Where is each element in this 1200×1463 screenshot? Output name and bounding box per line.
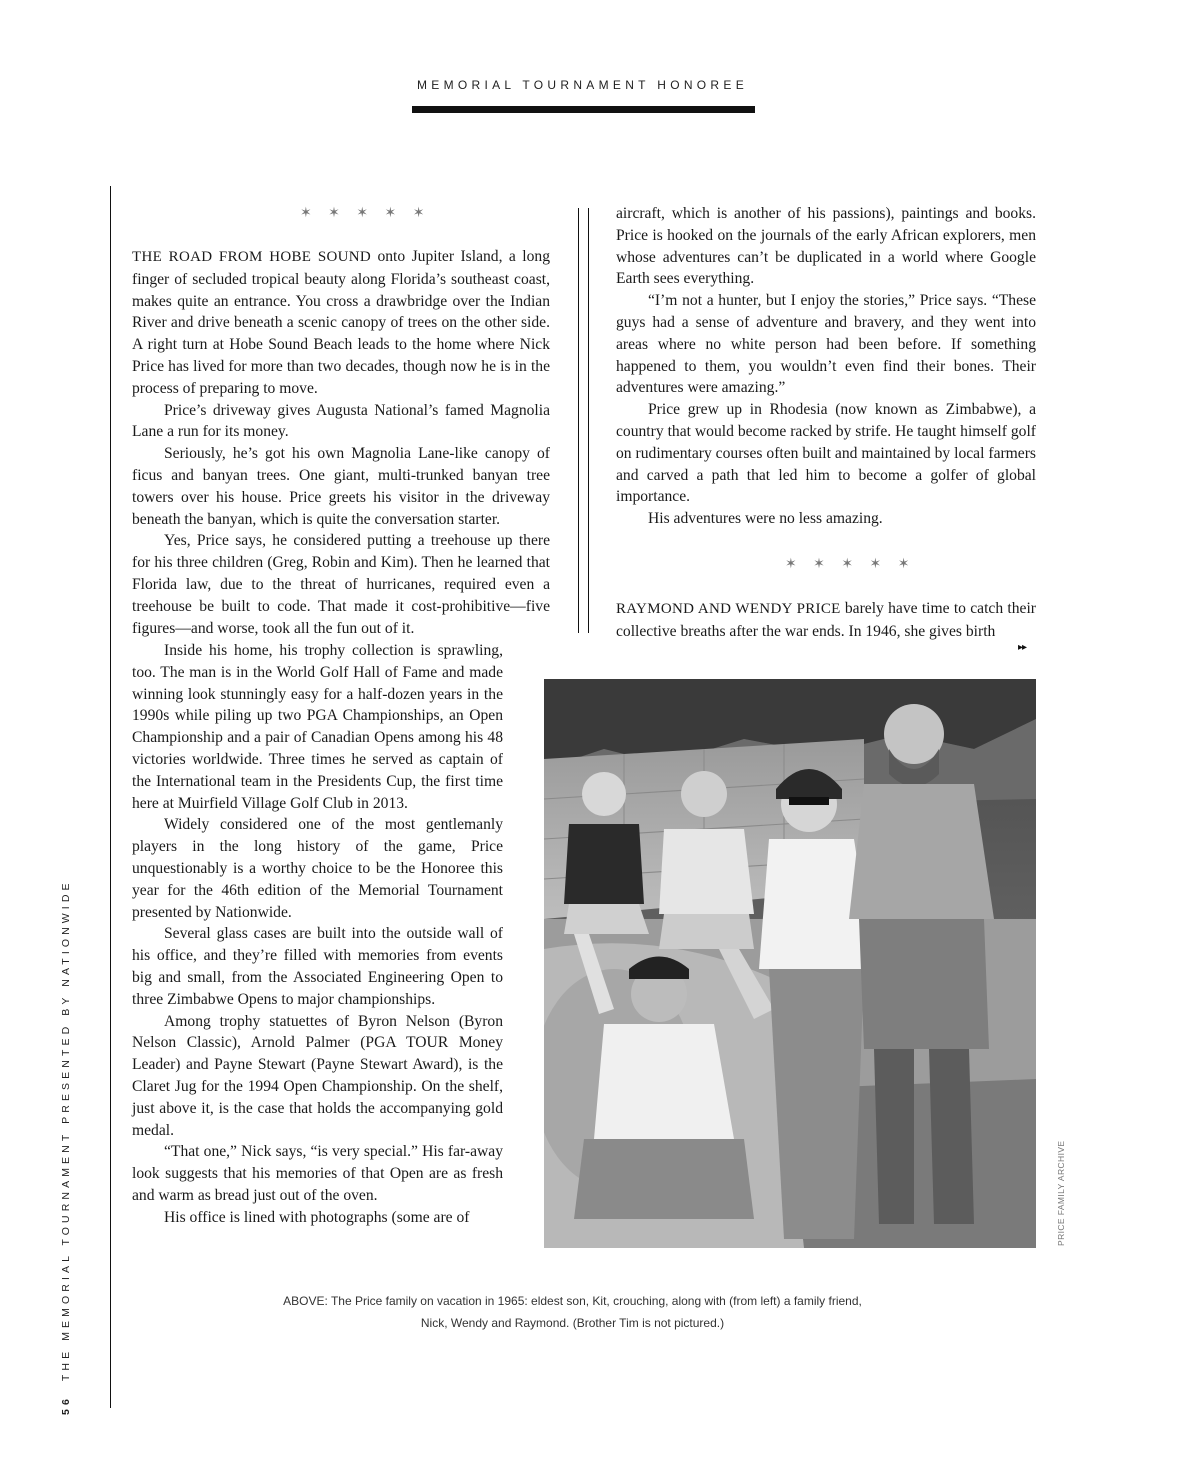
article-paragraph: “I’m not a hunter, but I enjoy the stories,” Price says. “These guys had a sense of adventure and bravery, and they went into areas where no white person had been before. If something happened to them, you wouldn’t even find their bones. Their adventures were amazing.” <box>616 292 1036 397</box>
photo-caption <box>240 1290 905 1334</box>
paragraph-text: barely have time to catch their collective breaths after the war ends. In 1946, she gives birth <box>616 600 1036 640</box>
lead-in-caps: RAYMOND AND WENDY PRICE <box>616 601 841 617</box>
article-paragraph: Price grew up in Rhodesia (now known as Zimbabwe), a country that would become racked by strife. He taught himself golf on rudimentary courses often built and maintained by local farmers and carved a path that led him to become a golfer of global importance. <box>616 401 1036 506</box>
article-paragraph: Seriously, he’s got his own Magnolia Lane-like canopy of ficus and banyan trees. One giant, multi-trunked banyan tree towers over his house. Price greets his visitor in the driveway beneath the banyan, which is quite the conversation starter. <box>132 445 550 528</box>
article-paragraph <box>616 598 1036 643</box>
page-number: 56 <box>60 1395 72 1415</box>
caption-line: ABOVE: The Price family on vacation in 1965: eldest son, Kit, crouching, along with (from left) a family friend, <box>283 1294 862 1308</box>
column-rule-right <box>588 208 589 633</box>
section-header: MEMORIAL TOURNAMENT HONOREE <box>416 78 749 92</box>
article-column-right-section2 <box>616 598 1036 643</box>
article-paragraph: His office is lined with photographs (some are of <box>164 1208 470 1226</box>
article-paragraph: aircraft, which is another of his passions), paintings and books. Price is hooked on the journals of the early African explorers, men whose adventures can’t be duplicated in a world where Google Earth sees everything. <box>616 205 1036 288</box>
section-separator: ✶ ✶ ✶ ✶ ✶ <box>785 556 916 572</box>
publication-name: THE MEMORIAL TOURNAMENT PRESENTED BY NATIONWIDE <box>60 879 72 1382</box>
sidebar-rule <box>110 186 111 1408</box>
paragraph-text: onto Jupiter Island, a long finger of secluded tropical beauty along Florida’s southeast coast, makes quite an entrance. You cross a drawbridge over the Indian River and drive beneath a scenic canopy of trees on the other side. A right turn at Hobe Sound Beach leads to the home where Nick Price has lived for more than two decades, though now he is in the process of preparing to move. <box>132 248 550 397</box>
article-paragraph: Several glass cases are built into the outside wall of his office, and they’re filled with memories from events big and small, from the Associated Engineering Open to three Zimbabwe Opens to major championships. <box>132 925 503 1008</box>
article-column-left-bottom <box>132 640 503 1229</box>
article-column-left-top <box>132 246 550 639</box>
article-paragraph: Price’s driveway gives Augusta National’s famed Magnolia Lane a run for its money. <box>132 401 550 441</box>
article-paragraph: Inside his home, his trophy collection is sprawling, too. The man is in the World Golf Hall of Fame and made winning look stunningly easy for a half-dozen years in the 1990s while piling up two PGA Championships, an Open Championship and a pair of Canadian Opens among his 48 victories worldwide. Three times he served as captain of the International team in the Presidents Cup, the first time here at Muirfield Village Golf Club in 2013. <box>132 642 503 812</box>
section-separator: ✶ ✶ ✶ ✶ ✶ <box>300 205 431 221</box>
photo-credit: PRICE FAMILY ARCHIVE <box>1056 1140 1066 1246</box>
lead-in-caps: THE ROAD FROM HOBE SOUND <box>132 249 372 265</box>
folio <box>60 879 72 1415</box>
article-paragraph: His adventures were no less amazing. <box>648 510 883 528</box>
continue-arrow-icon: ▸▸ <box>1018 642 1027 653</box>
article-paragraph <box>132 246 550 400</box>
caption-line: Nick, Wendy and Raymond. (Brother Tim is not pictured.) <box>420 1316 725 1330</box>
article-paragraph: Widely considered one of the most gentlemanly players in the long history of the game, Price unquestionably is a worthy choice to be the Honoree this year for the 46th edition of the Memorial Tournament presented by Nationwide. <box>132 816 503 921</box>
article-column-right <box>616 203 1036 530</box>
article-paragraph: “That one,” Nick says, “is very special.” His far-away look suggests that his memories of that Open are as fresh and warm as bread just out of the oven. <box>132 1143 503 1204</box>
family-photo <box>544 679 1036 1248</box>
header-rule <box>412 106 755 113</box>
article-paragraph: Yes, Price says, he considered putting a treehouse up there for his three children (Greg, Robin and Kim). Then he learned that Florida law, due to the threat of hurricanes, required even a treehouse be built to code. That made it cost-prohibitive—five figures—and worse, took all the fun out of it. <box>132 532 550 637</box>
column-rule-left <box>578 208 579 633</box>
article-paragraph: Among trophy statuettes of Byron Nelson (Byron Nelson Classic), Arnold Palmer (PGA TOUR Money Leader) and Payne Stewart (Payne Stewart Award), is the Claret Jug for the 1994 Open Championship. On the shelf, just above it, is the case that holds the accompanying gold medal. <box>132 1012 503 1139</box>
